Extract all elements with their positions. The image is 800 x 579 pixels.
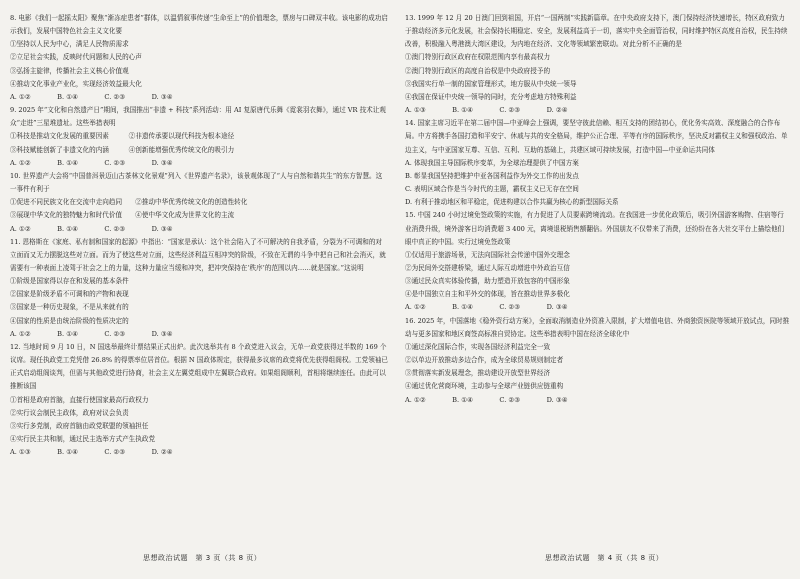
option-row: ①澳门特别行政区政府在权限范围内享有最高权力 bbox=[405, 53, 551, 62]
option-row: ③弘扬主旋律，传播社会主义核心价值观 bbox=[10, 66, 129, 75]
right-column bbox=[405, 12, 790, 407]
option-row: ①坚持以人民为中心，满足人民物质需求 bbox=[10, 40, 129, 49]
option-row: ③展现中华文化的独特魅力和时代价值 ④使中华文化成为世界文化的主流 bbox=[10, 211, 235, 220]
answer-choices: A. ①② B. ①④ C. ②③ D. ③④ bbox=[405, 395, 568, 404]
question-16: 16. 2025 年，中国落地《稳外资行动方案》，全面取消制造业外资准入限制，扩大增值电信、外商独资医院等领域开放试点，同时推动与更多国家和地区商签高标准自贸协定。这些举措表明中国在经济全球化中 bbox=[405, 316, 790, 338]
option-row: D. 有利于推动地区和平稳定，促进构建以合作共赢为核心的新型国际关系 bbox=[405, 198, 619, 207]
option-row: C. 表明区域合作是当今时代的主题，霸权主义已无存在空间 bbox=[405, 185, 579, 194]
option-row: ③我国实行单一制的国家管理形式，地方服从中央统一领导 bbox=[405, 79, 577, 88]
question-9: 9. 2025 年“文化和自然遗产日”期间，我国推出“非遗 + 科技”系列活动：用 AI 复原唐代乐舞《霓裳羽衣舞》，通过 VR 技术让观众“走进”三星堆遗址。这些举措表明 bbox=[10, 106, 386, 128]
option-row: ①通过深化国际合作，实现各国经济利益完全一致 bbox=[405, 342, 551, 351]
option-row: A. 体现我国主导国际秩序变革，为全球治理提供了中国方案 bbox=[405, 158, 579, 167]
option-row: ②立足社会实践，反映时代问题和人民的心声 bbox=[10, 53, 142, 62]
option-row: ④推动文化事业产业化，实现经济效益最大化 bbox=[10, 79, 142, 88]
left-column bbox=[10, 12, 388, 459]
option-row: B. 彰显我国坚持把维护中亚各国利益作为外交工作的出发点 bbox=[405, 171, 579, 180]
question-15: 15. 中国 240 小时过境免签政策的实施，有力促进了人员要素跨境流动。在我国进一步优化政策后，吸引外国游客购物、住宿等行业消费升级，境外游客日均消费超 3 400 元，离境退税销售额翻倍。外国朋友不仅带来了消费，还纷纷在各大社交平台上描绘他们眼中真正的中国。实行过境免签政策 bbox=[405, 211, 785, 246]
option-row: ②以单边开放推动多边合作，成为全球贸易规则制定者 bbox=[405, 356, 564, 365]
option-row: ③国家是一种历史现象，不是从来就有的 bbox=[10, 303, 129, 312]
option-row: ②澳门特别行政区的高度自治权是中央政府授予的 bbox=[405, 66, 551, 75]
option-row: ④实行民主共和制，通过民主选举方式产生执政党 bbox=[10, 435, 156, 443]
option-row: ④我国在保证中央统一领导的同时，充分考虑地方特殊利益 bbox=[405, 92, 577, 101]
answer-choices: A. ①② B. ①④ C. ②③ D. ③④ bbox=[405, 303, 568, 312]
question-14: 14. 国家主席习近平在第二届中国—中亚峰会上强调，要坚守彼此信赖、相互支持的团结初心，优化务实高效、深度融合的合作布局。中方将携手各国打造和平安宁、休戚与共的安全格局，维护公正合理、平等有序的国际秩序，坚决反对霸权主义和强权政治、单边主义，与中亚国家互尊、互信、互利、互助的基础上，共建区域可持续发展，打造中国—中亚命运共同体 bbox=[405, 119, 788, 154]
question-13: 13. 1999 年 12 月 20 日澳门回到祖国，开启“一国两制”实践新篇章。在中央政府支持下，澳门保持经济快速增长，特区政府致力于推动经济多元化发展，社会保持长期稳定、安全，发展利益高于一切，落实中央全面管治权，同时维护特区高度自治权，民生持续改善，积极融入粤港澳大湾区建设，为内地在经济、文化等领域繁密联动。对此分析不正确的是 bbox=[405, 14, 788, 49]
option-row: ③通过民众真实体验传播，助力塑造开放包容的中国形象 bbox=[405, 277, 570, 286]
option-row: ①科技是推动文化发展的重要因素 ②非遗传承要以现代科技为根本途径 bbox=[10, 132, 235, 141]
answer-choices: A. ①③ B. ①④ C. ②③ D. ②④ bbox=[405, 106, 568, 115]
question-12: 12. 当地时间 9 月 10 日，N 国选举最终计票结果正式出炉。此次选举共有 8 个政党进入议会，无单一政党获得过半数的 169 个议席。现任执政党工党凭借 26.8% 的得票率位居首位。根据 N 国政体规定，获得最多议席的政党将优先获得组阁权。工党领袖已正式启动组阁谈判，但需与其他政党进行协商，社会主义左翼党组成中左翼联合政府。如果组阁顺利，首相将继续连任。由此可以推断该国 bbox=[10, 342, 388, 391]
option-row: ②为民间外交搭建桥梁，通过人际互动增进中外政治互信 bbox=[405, 263, 570, 272]
question-11: 11. 恩格斯在《家庭、私有制和国家的起源》中指出：“国家是承认：这个社会陷入了不可解决的自我矛盾，分裂为不可调和的对立面而又无力摆脱这些对立面。而为了使这些对立面，这些经济利益互相冲突的阶级，不致在无谓的斗争中把自己和社会消灭，就需要有一种表面上凌驾于社会之上的力量，这种力量应当缓和冲突，把冲突保持在‘秩序’的范围以内……就是国家。”这说明 bbox=[10, 237, 386, 272]
option-row: ④国家的性质是由统治阶级的性质决定的 bbox=[10, 316, 129, 325]
page-footer-right: 思想政治试题 第 4 页（共 8 页） bbox=[545, 554, 664, 562]
answer-choices: A. ①② B. ①④ C. ②③ D. ③④ bbox=[10, 329, 173, 338]
question-8: 8. 电影《我们一起摇太阳》聚焦“渐冻症患者”群体，以温情叙事传递“生命至上”的价值理念，票房与口碑双丰收。该电影的成功启示我们，发展中国特色社会主义文化要 bbox=[10, 14, 388, 36]
option-row: ②国家是阶级矛盾不可调和的产物和表现 bbox=[10, 290, 129, 299]
option-row: ③科技赋能创新了非遗文化的内涵 ④创新能增强优秀传统文化的吸引力 bbox=[10, 145, 235, 154]
option-row: ①促进不同民族文化在交流中走向趋同 ②推动中华优秀传统文化的创造性转化 bbox=[10, 198, 248, 207]
answer-choices: A. ①② B. ①④ C. ②③ D. ③④ bbox=[10, 92, 173, 101]
option-row: ①首相是政府首脑，直接行使国家最高行政权力 bbox=[10, 395, 149, 404]
option-row: ①阶级是国家得以存在和发展的基本条件 bbox=[10, 277, 129, 286]
question-10: 10. 世界遗产大会将“中国普洱景迈山古茶林文化景观”列入《世界遗产名录》，该景观体现了“人与自然和谐共生”的东方智慧。这一事件有利于 bbox=[10, 171, 383, 194]
option-row: ③贯彻落实新发展理念，推动建设开放型世界经济 bbox=[405, 369, 551, 378]
page-footer-left: 思想政治试题 第 3 页（共 8 页） bbox=[143, 554, 262, 562]
answer-choices: A. ①② B. ①④ C. ②③ D. ③④ bbox=[10, 158, 173, 167]
option-row: ④是中国独立自主和平外交的体现，旨在推动世界多极化 bbox=[405, 290, 570, 299]
answer-choices: A. ①② B. ①④ C. ②③ D. ③④ bbox=[10, 224, 173, 233]
option-row: ②实行议会制民主政体，政府对议会负责 bbox=[10, 408, 129, 417]
option-row: ④通过优化营商环境，主动参与全球产业链供应链重构 bbox=[405, 382, 564, 391]
option-row: ③实行多党制，政府首脑由政党联盟的领袖担任 bbox=[10, 421, 149, 430]
option-row: ①仅适用于旅游场景，无法向国际社会传递中国外交理念 bbox=[405, 250, 570, 259]
answer-choices: A. ①③ B. ①④ C. ②③ D. ②④ bbox=[10, 448, 173, 457]
